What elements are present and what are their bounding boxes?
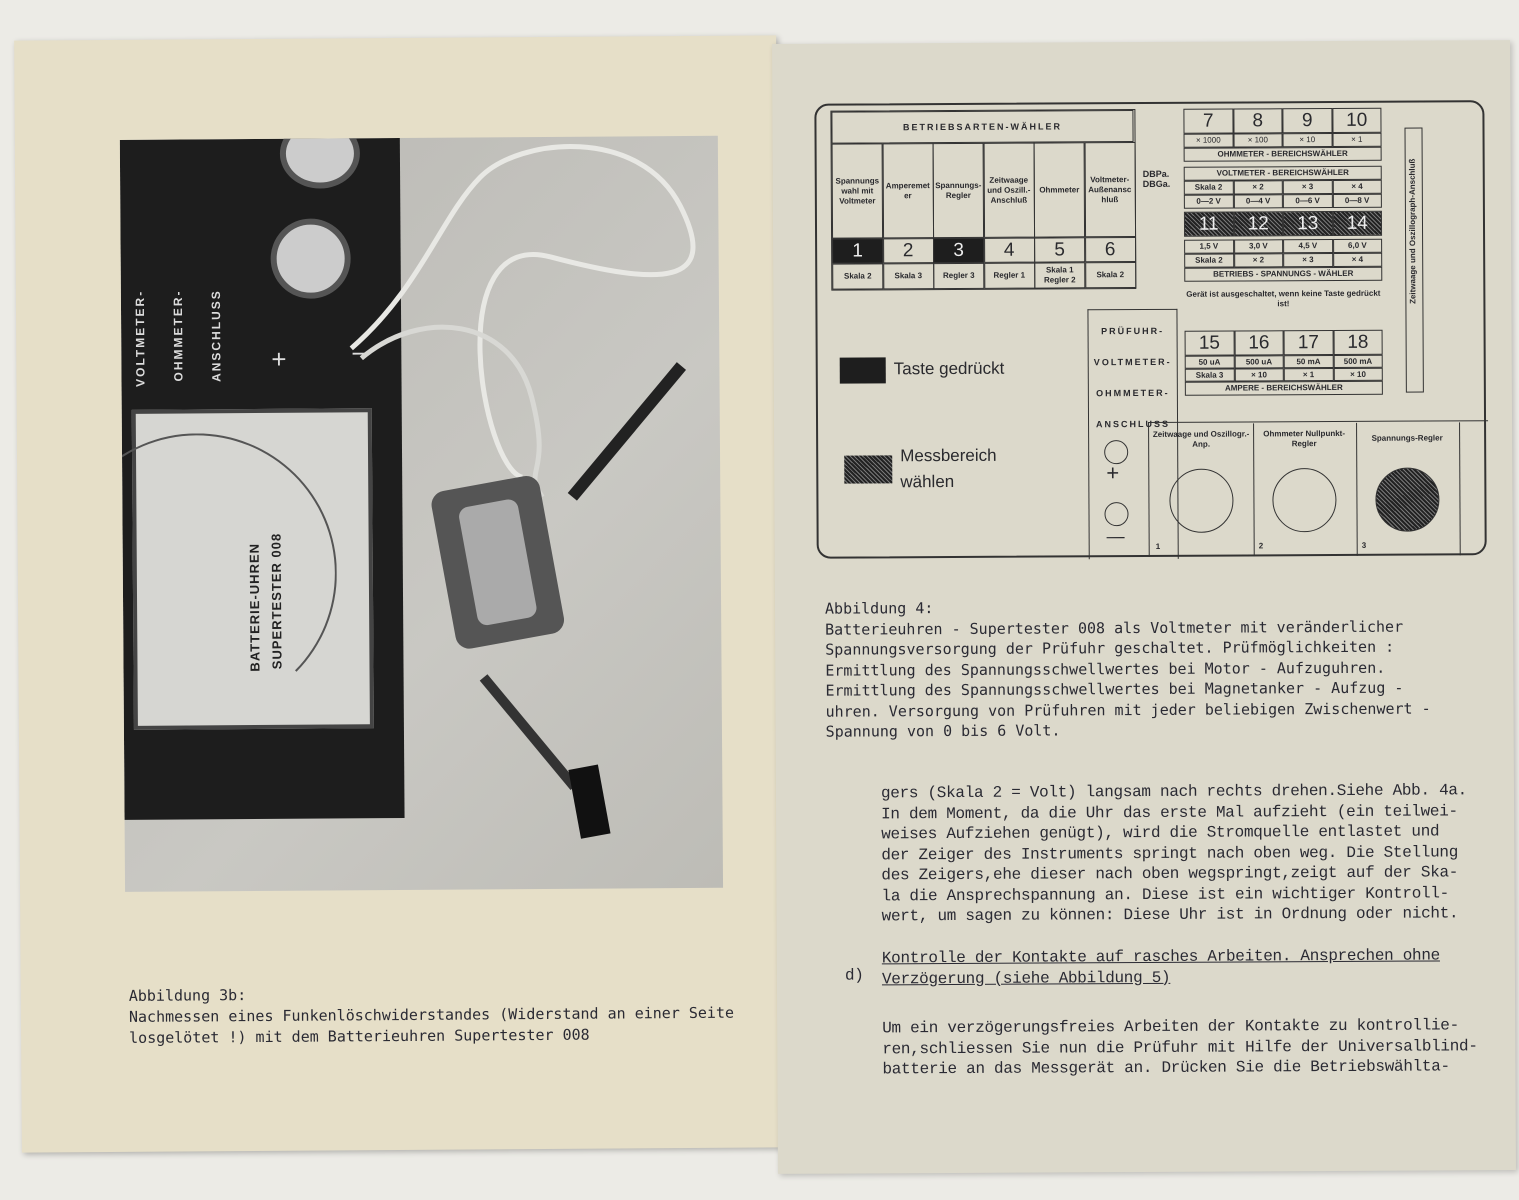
volt-range: 0—8 V <box>1332 194 1382 208</box>
legend-line: Messbereich <box>900 445 997 466</box>
ohm-key[interactable]: 7 <box>1183 109 1233 134</box>
caption-line: Spannungsversorgung der Prüfuhr geschaltet. Prüfmöglichkeiten : <box>825 637 1395 659</box>
minus-terminal: − <box>351 338 367 369</box>
body-line: der Zeiger des Instruments springt nach oben weg. Die Stellung <box>881 842 1459 864</box>
plus-terminal: + <box>271 343 287 374</box>
amp-range: 50 uA <box>1185 356 1235 369</box>
body-line: batterie an das Messgerät an. Drücken Sie die Betriebswählta- <box>882 1057 1450 1079</box>
amp-key[interactable]: 17 <box>1284 330 1334 355</box>
amp-range: 50 mA <box>1284 355 1334 368</box>
heading-line: Verzögerung (siehe Abbildung 5) <box>881 968 1171 988</box>
mode-label: Amperemeter <box>882 143 933 238</box>
volt-scale: × 3 <box>1283 180 1333 194</box>
caption-line: Ermittlung des Spannungsschwellwertes bei Motor - Aufzuguhren. <box>825 658 1386 680</box>
knob-label: Ohmmeter Nullpunkt-Regler <box>1263 428 1346 449</box>
side-label: Zeitwaage und Oszillograph-Anschluß <box>1407 158 1418 304</box>
supply-key[interactable]: 13 <box>1283 211 1333 236</box>
body-line: Um ein verzögerungsfreies Arbeiten der Kontakte zu kontrollie- <box>882 1016 1459 1038</box>
knob-2[interactable] <box>1272 468 1336 532</box>
supply-scale: × 4 <box>1333 253 1383 267</box>
caption-line: Nachmessen eines Funkenlöschwiderstandes (Widerstand an einer Seite <box>128 1003 735 1026</box>
amp-scale: Skala 3 <box>1185 369 1235 382</box>
right-page <box>772 40 1516 1174</box>
volt-range: 0—4 V <box>1233 194 1283 208</box>
knob-label: Spannungs-Regler <box>1371 433 1443 443</box>
ohm-title: OHMMETER - BEREICHSWÄHLER <box>1184 147 1382 162</box>
plus-sign: + <box>1106 460 1120 486</box>
figure-caption-4 <box>825 596 1431 743</box>
volt-scale: × 2 <box>1233 180 1283 194</box>
mode-sub-label: Skala 3 <box>883 263 934 289</box>
legend-line: wählen <box>900 471 955 492</box>
volt-range: 0—2 V <box>1184 195 1234 209</box>
mode-key-3[interactable]: 3 <box>933 238 984 263</box>
supply-scale: × 3 <box>1283 253 1333 267</box>
supply-voltage: 1,5 V <box>1184 240 1234 254</box>
mode-key-1[interactable]: 1 <box>832 238 883 263</box>
volt-range: 0—6 V <box>1283 194 1333 208</box>
caption-title: Abbildung 4: <box>824 599 934 618</box>
amp-scale: × 10 <box>1333 368 1383 381</box>
ohm-key[interactable]: 8 <box>1233 108 1283 133</box>
knob-1[interactable] <box>1169 469 1233 533</box>
oscillograph-connector <box>1404 128 1423 393</box>
mode-selector-title: BETRIEBSARTEN-WÄHLER <box>831 110 1133 144</box>
ohm-key[interactable]: 9 <box>1282 108 1332 133</box>
panel-label: VOLTMETER- <box>132 289 148 387</box>
control-panel-diagram <box>814 100 1486 559</box>
mode-sub-label: Skala 2 <box>832 263 883 289</box>
amp-scale: × 10 <box>1234 368 1284 381</box>
section-text <box>882 1015 1478 1080</box>
mode-label: Spannungs-Regler <box>933 143 984 238</box>
body-text <box>881 780 1468 927</box>
meter-label: BATTERIE-UHREN <box>246 542 263 672</box>
off-note: Gerät ist ausgeschaltet, wenn keine Taste gedrückt ist! <box>1186 288 1381 309</box>
caption-line: Ermittlung des Spannungsschwellwertes bei Magnetanker - Aufzug - <box>825 678 1404 700</box>
section-heading <box>882 945 1440 989</box>
amp-scale: × 1 <box>1284 368 1334 381</box>
volt-title: VOLTMETER - BEREICHSWÄHLER <box>1184 166 1382 181</box>
mode-sub-label: Skala 2 <box>1085 262 1136 288</box>
caption-line: losgelötet !) mit dem Batterieuhren Supertester 008 <box>129 1025 590 1047</box>
body-line: In dem Moment, da die Uhr das erste Mal aufzieht (ein teilwei- <box>881 801 1458 823</box>
mode-label: Voltmeter-Außenanschluß <box>1084 142 1135 237</box>
ohm-key[interactable]: 10 <box>1332 108 1382 133</box>
patent-note: DBPa. DBGa. <box>1142 168 1171 190</box>
caption-title: Abbildung 3b: <box>128 986 247 1005</box>
connector-label: VOLTMETER- <box>1093 356 1172 368</box>
connector-label: PRÜFUHR- <box>1101 325 1165 337</box>
mode-label: Spannungswahl mit Voltmeter <box>832 143 883 238</box>
legend-pressed-swatch <box>840 357 886 383</box>
meter-label: SUPERTESTER 008 <box>268 532 285 670</box>
caption-line: Spannung von 0 bis 6 Volt. <box>825 721 1061 741</box>
mode-key-4[interactable]: 4 <box>984 238 1035 263</box>
body-line: wert, um sagen zu können: Diese Uhr ist in Ordnung oder nicht. <box>881 904 1459 926</box>
ohm-factor: × 100 <box>1233 133 1283 147</box>
heading-line: Kontrolle der Kontakte auf rasches Arbeiten. Ansprechen ohne <box>881 946 1440 968</box>
body-line: des Zeigers,ehe dieser nach oben wegspringt,zeigt auf der Ska- <box>881 863 1459 885</box>
knob-3[interactable] <box>1375 467 1439 531</box>
supply-key[interactable]: 11 <box>1184 212 1234 237</box>
supply-key[interactable]: 12 <box>1233 211 1283 236</box>
ohm-factor: × 1 <box>1332 133 1382 147</box>
connector-label: ANSCHLUSS <box>1096 418 1171 430</box>
volt-scale: Skala 2 <box>1184 181 1234 195</box>
amp-key[interactable]: 18 <box>1333 330 1383 355</box>
minus-socket <box>1104 502 1128 526</box>
amp-range: 500 mA <box>1333 355 1383 368</box>
knob-number: 1 <box>1155 541 1161 551</box>
panel-label: ANSCHLUSS <box>208 289 224 382</box>
figure-caption-3b <box>129 982 734 1049</box>
legend-pressed-label: Taste gedrückt <box>893 358 1005 379</box>
section-marker: d) <box>844 966 864 985</box>
supply-key[interactable]: 14 <box>1332 211 1382 236</box>
supply-voltage: 4,5 V <box>1283 239 1333 253</box>
volt-scale: × 4 <box>1332 180 1382 194</box>
mode-sub-label: Regler 1 <box>984 263 1035 289</box>
legend-select-label <box>900 443 997 496</box>
caption-line: Batterieuhren - Supertester 008 als Voltmeter mit veränderlicher <box>825 617 1404 639</box>
knob-number: 2 <box>1258 541 1264 551</box>
legend-select-swatch <box>844 455 892 483</box>
supply-voltage: 3,0 V <box>1234 239 1284 253</box>
supply-title: BETRIEBS - SPANNUNGS - WÄHLER <box>1184 267 1382 282</box>
mode-label: Ohmmeter <box>1034 142 1085 237</box>
amp-key[interactable]: 16 <box>1234 330 1284 355</box>
connector-label: OHMMETER- <box>1096 387 1170 399</box>
photo-multimeter-test <box>120 136 723 892</box>
mode-key-6[interactable]: 6 <box>1085 237 1136 262</box>
body-line: weises Aufziehen genügt), wird die Stromquelle entlastet und <box>881 822 1440 844</box>
body-line: la die Ansprechspannung an. Diese ist ein wichtiger Kontroll- <box>881 883 1449 905</box>
body-line: gers (Skala 2 = Volt) langsam nach rechts drehen.Siehe Abb. 4a. <box>880 781 1468 803</box>
body-line: ren,schliessen Sie nun die Prüfuhr mit Hilfe der Universalblind- <box>882 1036 1478 1058</box>
mode-sub-label: Regler 3 <box>933 263 984 289</box>
caption-line: uhren. Versorgung von Prüfuhren mit jeder beliebigen Zwischenwert - <box>825 699 1431 721</box>
wires-and-clips <box>120 136 723 892</box>
knob-label: Zeitwaage und Oszillogr.-Anp. <box>1152 429 1250 449</box>
amp-title: AMPERE - BEREICHSWÄHLER <box>1185 381 1383 396</box>
mode-label: Zeitwaage und Oszill.-Anschluß <box>983 143 1034 238</box>
panel-label: OHMMETER- <box>170 289 186 382</box>
amp-key[interactable]: 15 <box>1185 331 1235 356</box>
supply-scale: × 2 <box>1234 253 1284 267</box>
ohm-factor: × 1000 <box>1184 134 1234 148</box>
minus-sign: — <box>1106 526 1125 547</box>
mode-sub-label: Skala 1 Regler 2 <box>1034 262 1085 288</box>
supply-scale: Skala 2 <box>1184 254 1234 268</box>
supply-voltage: 6,0 V <box>1333 239 1383 253</box>
mode-key-5[interactable]: 5 <box>1034 237 1085 262</box>
mode-key-2[interactable]: 2 <box>883 238 934 263</box>
knob-number: 3 <box>1361 540 1367 550</box>
mode-selector <box>830 109 1136 291</box>
left-page <box>14 35 784 1152</box>
ohm-factor: × 10 <box>1283 133 1333 147</box>
amp-range: 500 uA <box>1234 355 1284 368</box>
